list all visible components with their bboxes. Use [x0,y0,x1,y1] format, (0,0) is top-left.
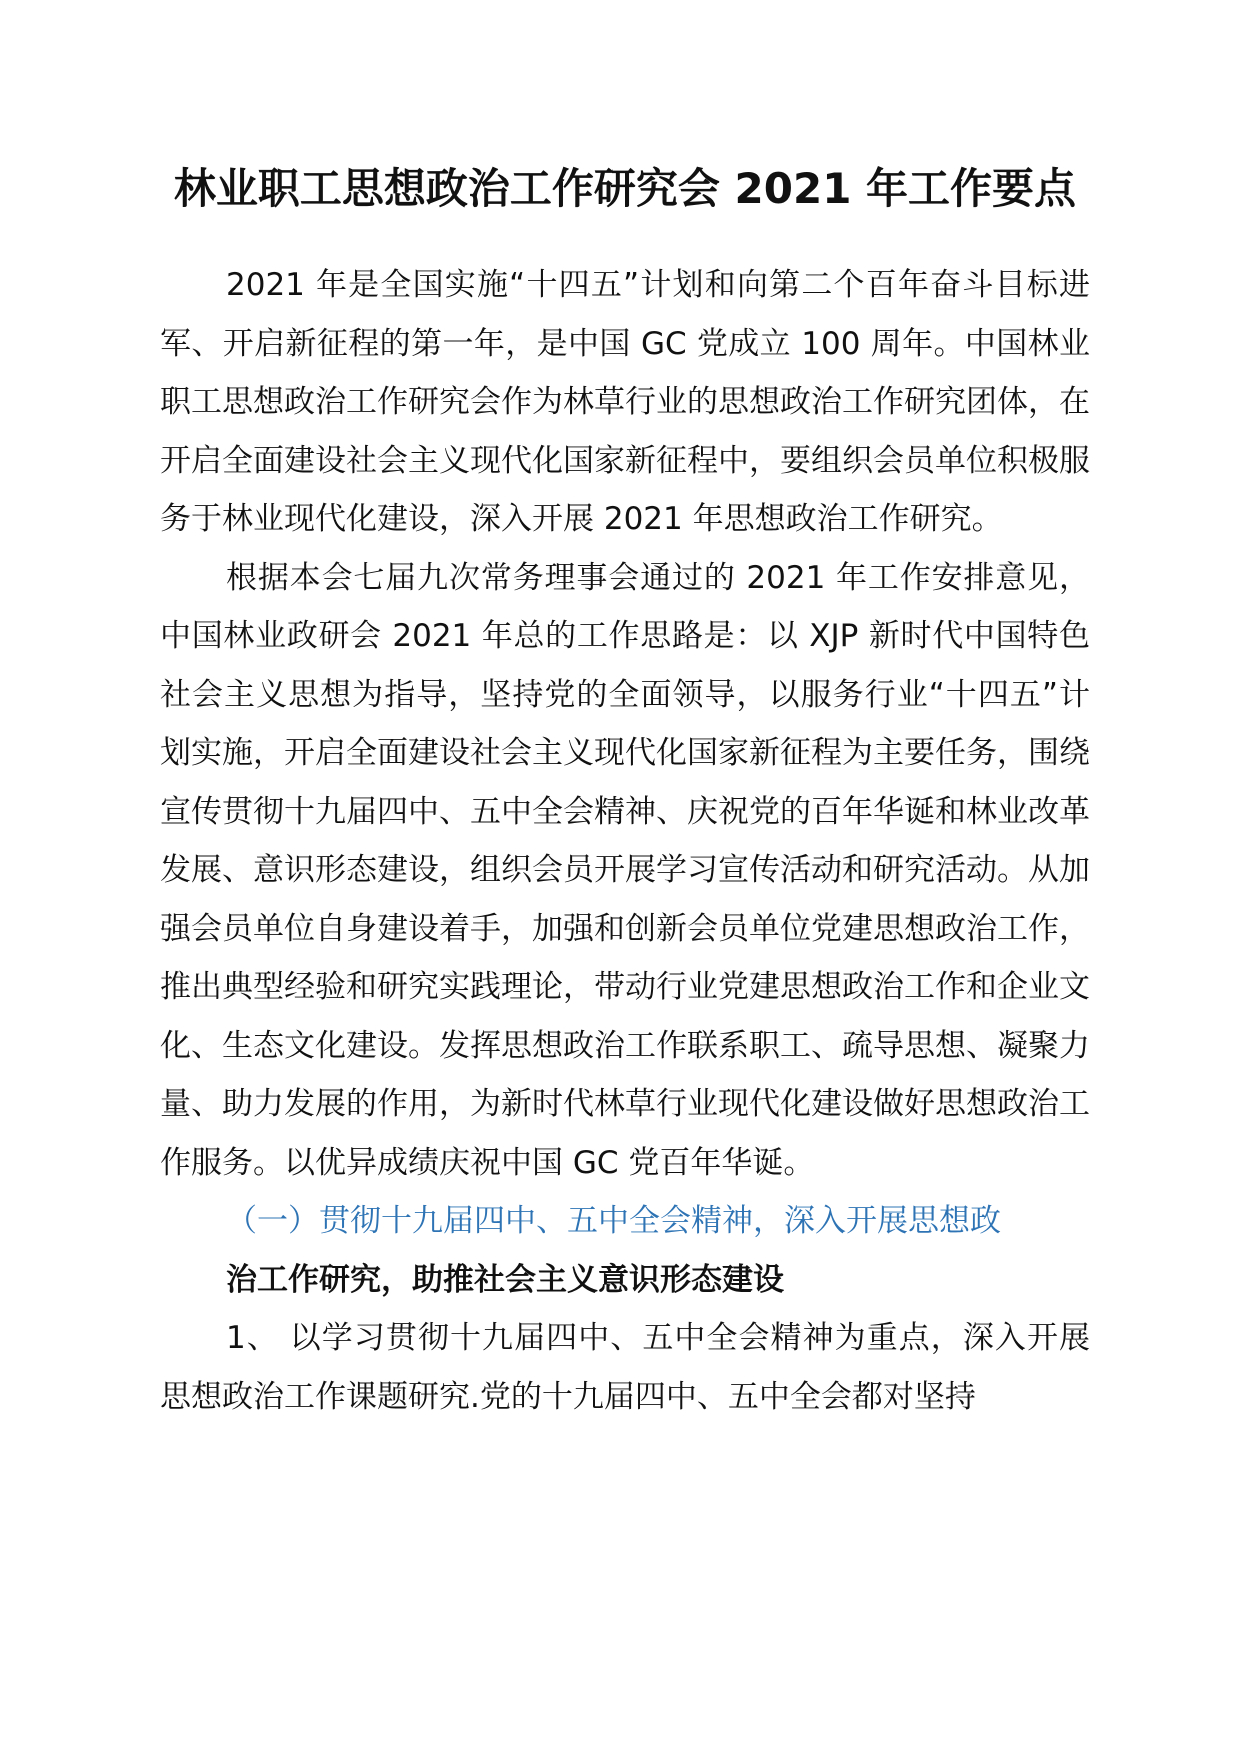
section-heading-1-continued: 治工作研究，助推社会主义意识形态建设 [226,1261,784,1298]
intro-paragraph: 2021 年是全国实施“十四五”计划和向第二个百年奋斗目标进军、开启新征程的第一年，是中国 GC 党成立 100 周年。中国林业职工思想政治工作研究会作为林草行业的思想政治工作研究团体，在开启全面建设社会主义现代化国家新征程中，要组织会员单位积极服务于林业现代化建设，深入开展 2021 年思想政治工作研究。 [160,267,1090,537]
section-heading-1: （一）贯彻十九届四中、五中全会精神，深入开展思想政 [226,1203,1001,1239]
document-page [160,160,1090,1426]
item-1-paragraph: 1、 以学习贯彻十九届四中、五中全会精神为重点，深入开展思想政治工作课题研究.党的十九届四中、五中全会都对坚持 [160,1320,1090,1415]
document-body [160,256,1090,1426]
document-title: 林业职工思想政治工作研究会 2021 年工作要点 [173,164,1077,213]
work-approach-paragraph: 根据本会七届九次常务理事会通过的 2021 年工作安排意见，中国林业政研会 2021 年总的工作思路是：以 XJP 新时代中国特色社会主义思想为指导，坚持党的全面领导，以服务行业“十四五”计划实施，开启全面建设社会主义现代化国家新征程为主要任务，围绕宣传贯彻十九届四中、五中全会精神、庆祝党的百年华诞和林业改革发展、意识形态建设，组织会员开展学习宣传活动和研究活动。从加强会员单位自身建设着手，加强和创新会员单位党建思想政治工作，推出典型经验和研究实践理论，带动行业党建思想政治工作和企业文化、生态文化建设。发挥思想政治工作联系职工、疏导思想、凝聚力量、助力发展的作用，为新时代林草行业现代化建设做好思想政治工作服务。以优异成绩庆祝中国 GC 党百年华诞。 [160,559,1090,1181]
